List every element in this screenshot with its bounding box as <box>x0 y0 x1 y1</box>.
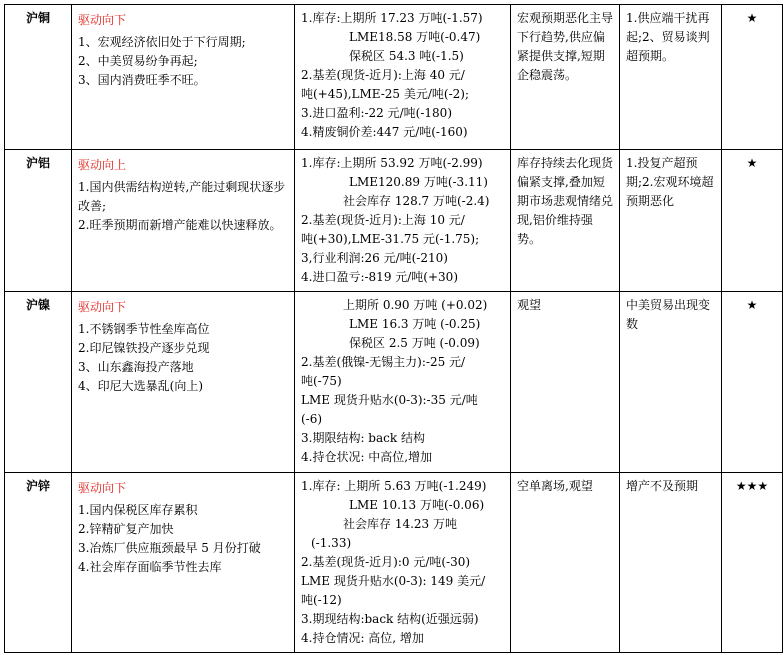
drive-title: 驱动向下 <box>78 13 127 27</box>
rating-stars: ★ <box>722 150 783 292</box>
fundamental-line: 2.基差(现货-近月):上海 10 元/ <box>301 213 465 227</box>
fundamental-line: LME120.89 万吨(-3.11) <box>349 175 488 189</box>
metal-name: 沪镍 <box>5 292 72 473</box>
strategy-cell: 观望 <box>511 292 620 473</box>
drive-cell <box>72 473 295 653</box>
drive-item: 1、宏观经济依旧处于下行周期; <box>78 35 246 49</box>
risk-cell: 中美贸易出现变数 <box>620 292 722 473</box>
risk-cell: 1.供应端干扰再起;2、贸易谈判超预期。 <box>620 5 722 150</box>
drive-item: 4、印尼大选暴乱(向上) <box>78 379 203 393</box>
fundamental-line: 1.库存:上期所 17.23 万吨(-1.57) <box>301 11 483 25</box>
drive-title: 驱动向下 <box>78 481 127 495</box>
fundamental-line: 2.基差(俄镍-无锡主力):-25 元/ <box>301 355 466 369</box>
fundamentals-cell <box>295 292 511 473</box>
fundamental-line: 4.持仓情况: 高位, 增加 <box>301 631 424 645</box>
fundamental-line: LME 16.3 万吨 (-0.25) <box>349 317 481 331</box>
drive-item: 1.不锈钢季节性垒库高位 <box>78 322 210 336</box>
fundamental-line: 2.基差(现货-近月):0 元/吨(-30) <box>301 555 471 569</box>
strategy-cell: 库存持续去化现货偏紧支撑,叠加短期市场悲观情绪兑现,铝价维持强势。 <box>511 150 620 292</box>
fundamental-line: 4.持仓状况: 中高位,增加 <box>301 450 433 464</box>
risk-cell: 增产不及预期 <box>620 473 722 653</box>
drive-item: 2、中美贸易纷争再起; <box>78 54 198 68</box>
fundamental-line: 社会库存 128.7 万吨(-2.4) <box>343 194 490 208</box>
rating-stars: ★★★ <box>722 473 783 653</box>
fundamentals-cell <box>295 473 511 653</box>
drive-cell <box>72 150 295 292</box>
fundamental-line: 1.库存:上期所 53.92 万吨(-2.99) <box>301 156 483 170</box>
fundamental-line: 吨(+30),LME-31.75 元(-1.75); <box>301 232 480 246</box>
strategy-cell: 空单离场,观望 <box>511 473 620 653</box>
fundamental-line: (-1.33) <box>311 536 352 550</box>
fundamental-line: 吨(-12) <box>301 593 342 607</box>
drive-item: 3、国内消费旺季不旺。 <box>78 73 206 87</box>
fundamental-line: LME 现货升贴水(0-3): 149 美元/ <box>301 574 486 588</box>
fundamental-line: (-6) <box>301 412 323 426</box>
rating-stars: ★ <box>722 292 783 473</box>
drive-item: 2.旺季预期而新增产能难以快速释放。 <box>78 218 282 232</box>
drive-item: 3、山东鑫海投产落地 <box>78 360 194 374</box>
table-row <box>5 5 783 150</box>
metal-name: 沪铜 <box>5 5 72 150</box>
table-row <box>5 292 783 473</box>
rating-stars: ★ <box>722 5 783 150</box>
fundamental-line: LME 现货升贴水(0-3):-35 元/吨 <box>301 393 478 407</box>
drive-item: 4.社会库存面临季节性去库 <box>78 560 222 574</box>
drive-item: 3.冶炼厂供应瓶颈最早 5 月份打破 <box>78 541 261 555</box>
fundamental-line: LME18.58 万吨(-0.47) <box>349 30 481 44</box>
fundamental-line: 吨(+45),LME-25 美元/吨(-2); <box>301 87 470 101</box>
fundamental-line: 社会库存 14.23 万吨 <box>343 517 457 531</box>
fundamental-line: 1.库存: 上期所 5.63 万吨(-1.249) <box>301 479 487 493</box>
fundamental-line: 2.基差(现货-近月):上海 40 元/ <box>301 68 465 82</box>
fundamental-line: 保税区 2.5 万吨 (-0.09) <box>349 336 480 350</box>
fundamental-line: 3.期现结构:back 结构(近强远弱) <box>301 612 479 626</box>
fundamental-line: 3,行业利润:26 元/吨(-210) <box>301 251 448 265</box>
fundamentals-cell <box>295 5 511 150</box>
fundamental-line: 3.进口盈利:-22 元/吨(-180) <box>301 106 452 120</box>
metal-name: 沪铝 <box>5 150 72 292</box>
drive-item: 2.印尼镍铁投产逐步兑现 <box>78 341 210 355</box>
fundamental-line: 吨(-75) <box>301 374 342 388</box>
commodity-table <box>4 4 783 653</box>
fundamental-line: LME 10.13 万吨(-0.06) <box>349 498 485 512</box>
metal-name: 沪锌 <box>5 473 72 653</box>
table-row <box>5 473 783 653</box>
fundamental-line: 4.精废铜价差:447 元/吨(-160) <box>301 125 468 139</box>
strategy-cell: 宏观预期恶化主导下行趋势,供应偏紧提供支撑,短期企稳震荡。 <box>511 5 620 150</box>
fundamental-line: 4.进口盈亏:-819 元/吨(+30) <box>301 270 458 284</box>
fundamental-line: 保税区 54.3 吨(-1.5) <box>349 49 464 63</box>
drive-title: 驱动向下 <box>78 300 127 314</box>
drive-item: 1.国内保税区库存累积 <box>78 503 198 517</box>
drive-item: 1.国内供需结构逆转,产能过剩现状逐步改善; <box>78 180 286 213</box>
risk-cell: 1.投复产超预期;2.宏观环境超预期恶化 <box>620 150 722 292</box>
drive-item: 2.锌精矿复产加快 <box>78 522 174 536</box>
drive-title: 驱动向上 <box>78 158 127 172</box>
fundamentals-cell <box>295 150 511 292</box>
drive-cell <box>72 5 295 150</box>
fundamental-line: 3.期限结构: back 结构 <box>301 431 425 445</box>
fundamental-line: 上期所 0.90 万吨 (+0.02) <box>343 298 488 312</box>
drive-cell <box>72 292 295 473</box>
table-row <box>5 150 783 292</box>
